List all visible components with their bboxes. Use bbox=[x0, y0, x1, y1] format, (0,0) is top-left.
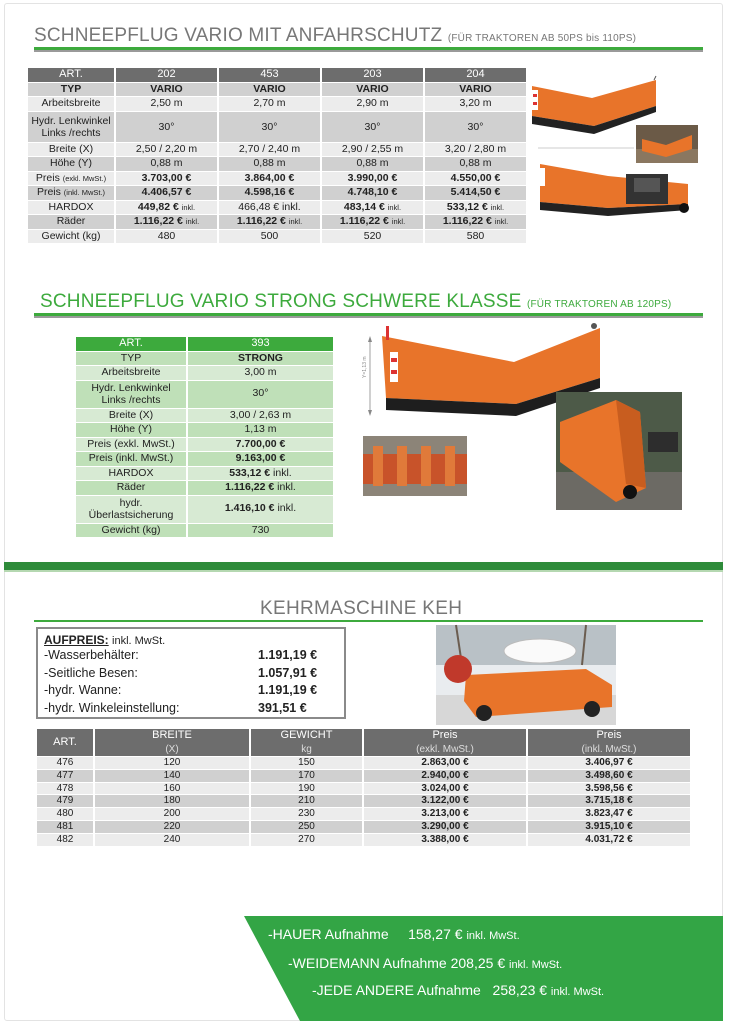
aufpreis-box bbox=[36, 627, 346, 719]
table-row: Hydr. Lenkwinkel Links /rechts 30° bbox=[76, 381, 333, 408]
table-header: ART. bbox=[37, 729, 93, 756]
section3-rule bbox=[34, 620, 703, 622]
table-row: Räder 1.116,22 € inkl. bbox=[76, 481, 333, 495]
vario-plow-field-photo bbox=[636, 125, 698, 163]
strong-plow-field-photo bbox=[556, 392, 682, 510]
aufpreis-title: AUFPREIS: inkl. MwSt. bbox=[44, 633, 166, 647]
table-row: Gewicht (kg) 480 500 520 580 bbox=[28, 230, 526, 244]
table-header: BREITE (X) bbox=[95, 729, 249, 756]
section1-subtitle: (FÜR TRAKTOREN AB 50PS bis 110PS) bbox=[447, 33, 637, 44]
list-item: -hydr. Wanne: 1.191,19 € bbox=[44, 683, 318, 697]
vario-plow-side-image bbox=[538, 160, 690, 222]
section-divider-band bbox=[4, 562, 723, 570]
table-header: 393 bbox=[188, 337, 333, 351]
dimension-label: Y=1,13 m bbox=[362, 356, 368, 378]
table-row: Arbeitsbreite 3,00 m bbox=[76, 366, 333, 380]
strong-spec-table bbox=[74, 336, 335, 538]
table-row: 476 120 150 2.863,00 € 3.406,97 € bbox=[37, 757, 690, 769]
vario-spec-table bbox=[26, 67, 528, 244]
table-header: ART. bbox=[76, 337, 186, 351]
table-header: 204 bbox=[425, 68, 526, 82]
table-row: Breite (X) 2,50 / 2,20 m 2,70 / 2,40 m 2,90 / 2,55 m 3,20 / 2,80 m bbox=[28, 143, 526, 157]
section1-title: SCHNEEPFLUG VARIO MIT ANFAHRSCHUTZ (FÜR TRAKTOREN AB 50PS bis 110PS) bbox=[34, 25, 637, 46]
section2-title: SCHNEEPFLUG VARIO STRONG SCHWERE KLASSE (FÜR TRAKTOREN AB 120PS) bbox=[40, 291, 672, 312]
table-row: Hydr. Lenkwinkel Links /rechts 30° 30° 30° 30° bbox=[28, 112, 526, 142]
table-row: TYP STRONG bbox=[76, 352, 333, 366]
table-row: HARDOX 449,82 € inkl. 466,48 € inkl. 483,14 € inkl. 533,12 € inkl. bbox=[28, 201, 526, 215]
table-row: Räder 1.116,22 € inkl. 1.116,22 € inkl. 1.116,22 € inkl. 1.116,22 € inkl. bbox=[28, 215, 526, 229]
footer-line: -WEIDEMANN Aufnahme 208,25 € inkl. MwSt. bbox=[288, 955, 563, 971]
table-header: 453 bbox=[219, 68, 320, 82]
table-row: Gewicht (kg) 730 bbox=[76, 524, 333, 538]
footer-line: -HAUER Aufnahme 158,27 € inkl. MwSt. bbox=[268, 926, 520, 942]
table-row: Preis (exkl. MwSt.) 3.703,00 € 3.864,00 € 3.990,00 € 4.550,00 € bbox=[28, 172, 526, 186]
table-header: 202 bbox=[116, 68, 217, 82]
table-row: 481 220 250 3.290,00 € 3.915,10 € bbox=[37, 821, 690, 833]
list-item: -Wasserbehälter: 1.191,19 € bbox=[44, 648, 318, 662]
list-item: -hydr. Winkeleinstellung: 391,51 € bbox=[44, 700, 307, 715]
table-row: 477 140 170 2.940,00 € 3.498,60 € bbox=[37, 770, 690, 782]
sweeper-image bbox=[436, 625, 616, 725]
table-header: Preis (exkl. MwSt.) bbox=[364, 729, 526, 756]
list-item: -Seitliche Besen: 1.057,91 € bbox=[44, 665, 318, 680]
table-row: Preis (inkl. MwSt.) 9.163,00 € bbox=[76, 452, 333, 466]
table-row: Breite (X) 3,00 / 2,63 m bbox=[76, 409, 333, 423]
table-header: ART. bbox=[28, 68, 114, 82]
table-row: Preis (inkl. MwSt.) 4.406,57 € 4.598,16 € 4.748,10 € 5.414,50 € bbox=[28, 186, 526, 200]
table-row: Preis (exkl. MwSt.) 7.700,00 € bbox=[76, 438, 333, 452]
table-row: 479 180 210 3.122,00 € 3.715,18 € bbox=[37, 795, 690, 807]
table-row: 480 200 230 3.213,00 € 3.823,47 € bbox=[37, 808, 690, 820]
footer-banner bbox=[244, 916, 723, 1021]
table-row: 478 160 190 3.024,00 € 3.598,56 € bbox=[37, 783, 690, 795]
table-row: Höhe (Y) 0,88 m 0,88 m 0,88 m 0,88 m bbox=[28, 157, 526, 171]
section3-title: KEHRMASCHINE KEH bbox=[260, 598, 463, 619]
table-header: 203 bbox=[322, 68, 423, 82]
sweeper-price-table bbox=[35, 728, 692, 847]
section2-subtitle: (FÜR TRAKTOREN AB 120PS) bbox=[526, 299, 672, 310]
strong-plow-detail-photo bbox=[363, 436, 467, 496]
table-row: Arbeitsbreite 2,50 m 2,70 m 2,90 m 3,20 m bbox=[28, 97, 526, 111]
footer-line: -JEDE ANDERE Aufnahme 258,23 € inkl. MwSt. bbox=[312, 982, 605, 998]
table-row: Höhe (Y) 1,13 m bbox=[76, 423, 333, 437]
table-row: hydr. Überlastsicherung 1.416,10 € inkl. bbox=[76, 496, 333, 523]
table-row: 482 240 270 3.388,00 € 4.031,72 € bbox=[37, 834, 690, 846]
table-header: Preis (inkl. MwSt.) bbox=[528, 729, 690, 756]
table-row: HARDOX 533,12 € inkl. bbox=[76, 467, 333, 481]
table-header: GEWICHT kg bbox=[251, 729, 362, 756]
table-row: TYP VARIO VARIO VARIO VARIO bbox=[28, 83, 526, 97]
